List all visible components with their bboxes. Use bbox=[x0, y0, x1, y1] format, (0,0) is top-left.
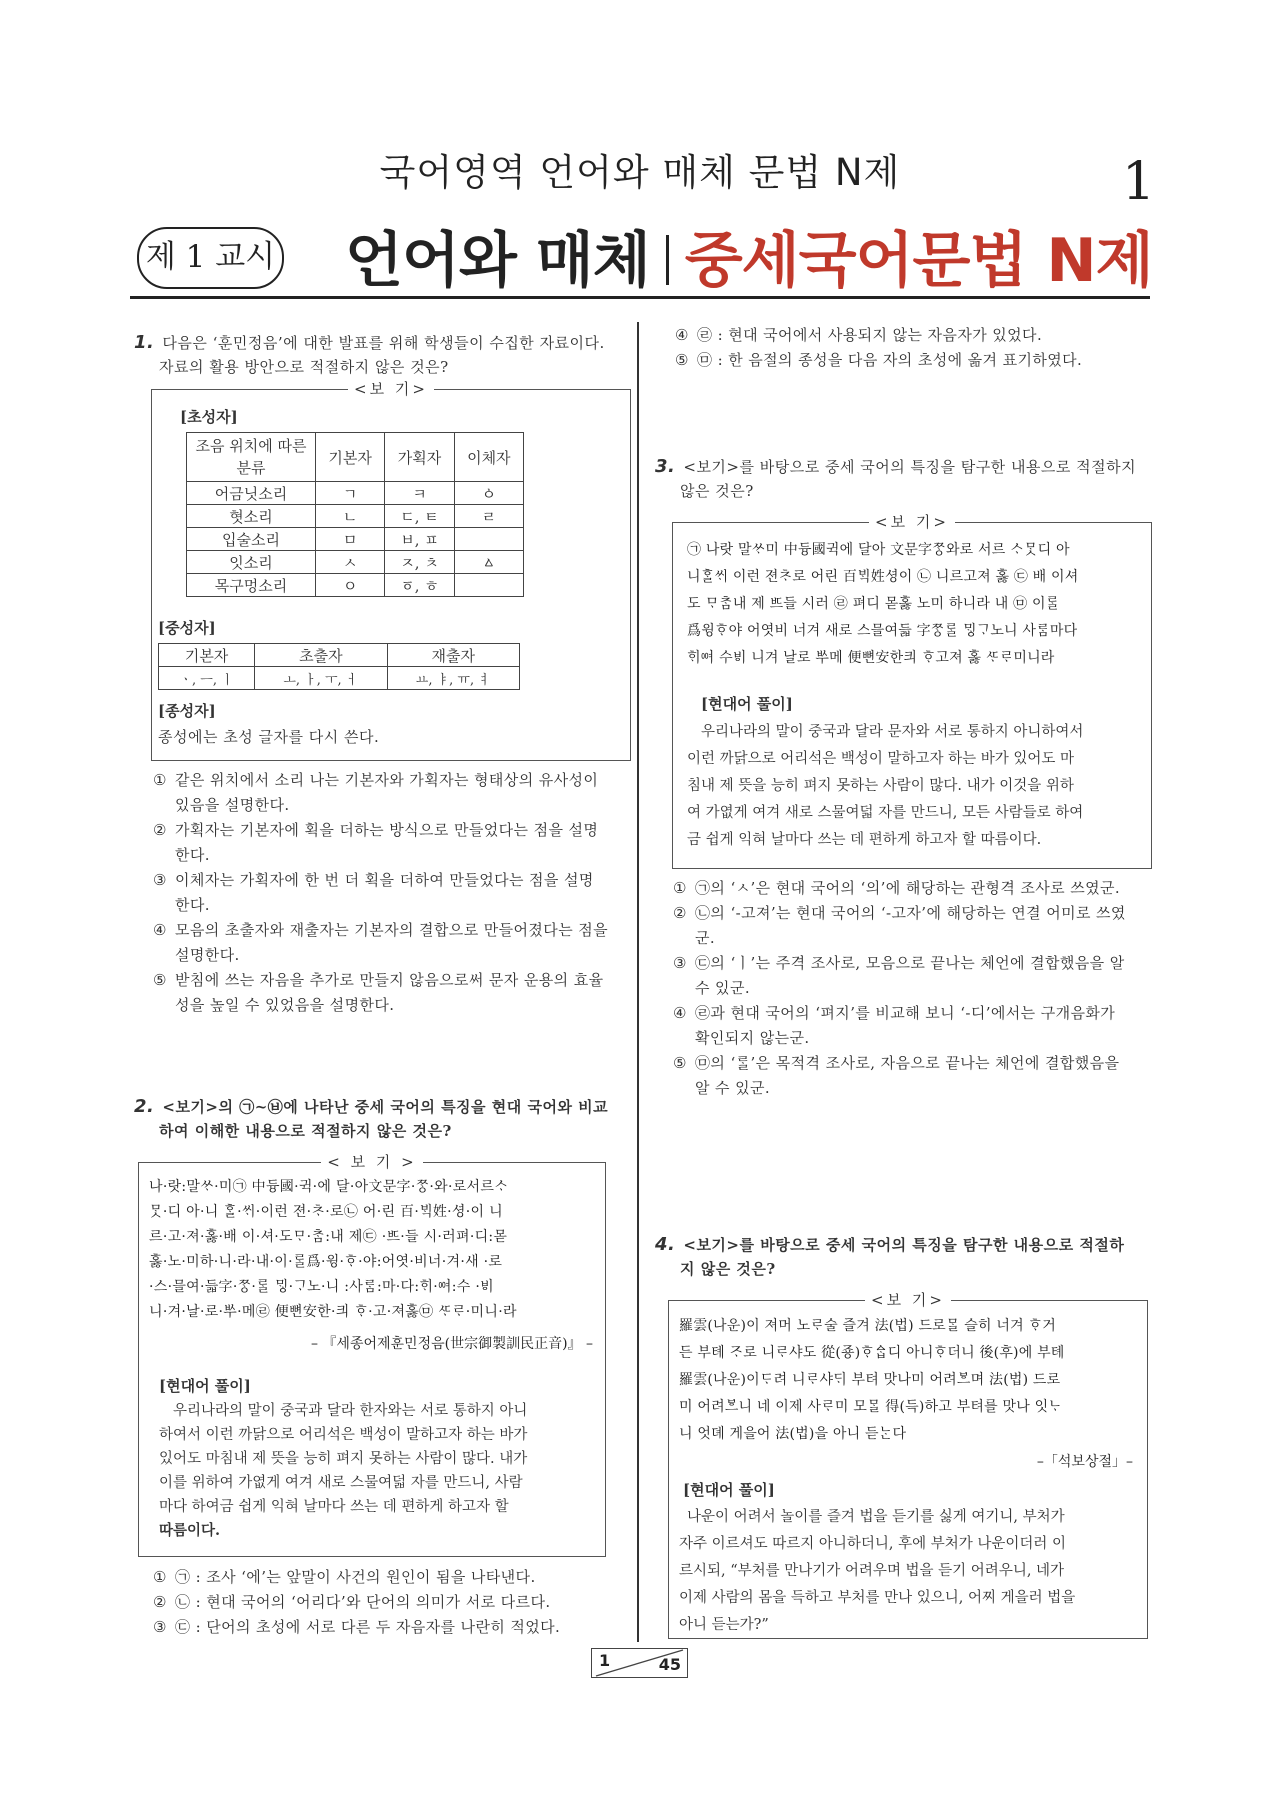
old-text-line: 미 어려ᄫᅳ니 네 이제 사ᄅᆞ미 모ᄆᆞᆯ 得(득)하고 부텨를 맛나 잇ᄂᆞ bbox=[679, 1399, 1063, 1415]
table-cell: ㄱ bbox=[316, 482, 385, 505]
option-number: ③ bbox=[153, 871, 167, 889]
q2-bogi-label: < 보 기 > bbox=[321, 1153, 422, 1171]
q4-modern-heading: [현대어 풀이] bbox=[683, 1481, 775, 1499]
old-text-line: 爲윙ᄒᆞ야 어엿비 너겨 새로 스믈여듧 字ᄍᆞᆼᄅᆞᆯ ᄆᆡᇰᄀᆞ노니 사ᄅᆞᆷ마다 bbox=[687, 623, 1078, 639]
q4-source: –「석보상절」– bbox=[1036, 1454, 1133, 1470]
table-cell: 재출자 bbox=[387, 644, 519, 667]
option-number: ⑤ bbox=[153, 971, 167, 989]
option-text: ㉠의 ‘ㅅ’은 현대 국어의 ‘의’에 해당하는 관형격 조사로 쓰였군. bbox=[695, 879, 1121, 897]
old-text-line: ᄒᆡᅇᅧ 수ᄫᅵ 니겨 날로 ᄡᅮ메 便뼌安한킈 ᄒᆞ고져 홇 ᄯᆞᄅᆞ미니라 bbox=[687, 650, 1055, 666]
q1-initial-header: 가획자 bbox=[385, 433, 454, 482]
q2-old-text bbox=[149, 1175, 599, 1325]
header-rule bbox=[130, 296, 1150, 299]
table-cell: ㅅ bbox=[316, 551, 385, 574]
q1-initial-header: 기본자 bbox=[316, 433, 385, 482]
table-cell: ㅈ, ㅊ bbox=[385, 551, 454, 574]
q2-bogi-box bbox=[138, 1153, 606, 1557]
table-cell: ㆍ, ㅡ, ㅣ bbox=[159, 667, 255, 690]
modern-text-line: 아니 듣는가?” bbox=[679, 1617, 769, 1633]
table-cell: ㄴ bbox=[316, 505, 385, 528]
q1-initial-header: 이체자 bbox=[454, 433, 523, 482]
option-number: ③ bbox=[673, 954, 687, 972]
table-cell: ㄹ bbox=[454, 505, 523, 528]
q1-medial-heading: [중성자] bbox=[158, 619, 216, 637]
q3-number: 3. bbox=[655, 456, 676, 477]
option-number: ④ bbox=[675, 326, 689, 344]
old-text-line: 든 부톄 ᄌᆞ로 니ᄅᆞ샤도 從(죵)ᄒᆞᅀᆞᆸ디 아니ᄒᆞ더니 後(후)에 부톄 bbox=[679, 1345, 1065, 1361]
option-text: ㉤의 ‘ᄅᆞᆯ’은 목적격 조사로, 자음으로 끝나는 체언에 결합했음을 bbox=[695, 1054, 1120, 1072]
q2-stem bbox=[134, 1095, 634, 1143]
option-number: ② bbox=[153, 1593, 167, 1611]
option-text: 알 수 있군. bbox=[695, 1079, 771, 1097]
q4-bogi-box bbox=[668, 1291, 1148, 1639]
session-badge: 제 1 교시 bbox=[137, 227, 284, 289]
option-text: 한다. bbox=[175, 846, 210, 864]
modern-text-line: 하여서 이런 까닭으로 어리석은 백성이 말하고자 하는 바가 bbox=[159, 1427, 528, 1443]
modern-text-line: 자주 이르셔도 따르지 아니하더니, 후에 부처가 나운이더러 이 bbox=[679, 1536, 1067, 1552]
q3-modern-text bbox=[687, 719, 1143, 854]
q3-stem bbox=[655, 455, 1155, 503]
modern-text-line: 여 가엾게 여겨 새로 스물여덟 자를 만드니, 모든 사람들로 하여 bbox=[687, 805, 1084, 821]
table-cell: ㅗ, ㅏ, ㅜ, ㅓ bbox=[255, 667, 387, 690]
option-number: ② bbox=[153, 821, 167, 839]
q1-option-3[interactable] bbox=[153, 868, 635, 918]
option-text: ㉤ : 한 음절의 종성을 다음 자의 초성에 옮겨 표기하였다. bbox=[697, 351, 1083, 369]
table-cell bbox=[454, 574, 523, 597]
option-text: 수 있군. bbox=[695, 979, 751, 997]
q1-bogi-label: <보 기> bbox=[348, 380, 434, 398]
modern-text-line: 금 쉽게 익혀 날마다 쓰는 데 편하게 하고자 할 따름이다. bbox=[687, 832, 1042, 848]
modern-text-line: 따름이다. bbox=[159, 1522, 221, 1539]
modern-text-line: 이제 사람의 몸을 득하고 부처를 만나 있으니, 어찌 게을러 법을 bbox=[679, 1590, 1076, 1606]
modern-text-line: 있어도 마침내 제 뜻을 능히 펴지 못하는 사람이 많다. 내가 bbox=[159, 1451, 528, 1467]
table-cell: ㅿ bbox=[454, 551, 523, 574]
q2-options-right bbox=[675, 323, 1155, 373]
q1-option-1[interactable] bbox=[153, 768, 635, 818]
option-text: 받침에 쓰는 자음을 추가로 만들지 않음으로써 문자 운용의 효율 bbox=[175, 971, 604, 989]
modern-text-line: 침내 제 뜻을 능히 펴지 못하는 사람이 많다. 내가 이것을 위하 bbox=[687, 778, 1074, 794]
option-text: ㉢ : 단어의 초성에 서로 다른 두 자음자를 나란히 적었다. bbox=[175, 1618, 561, 1636]
option-text: 군. bbox=[695, 929, 716, 947]
old-text-line: 홇·노·미하·니·라·내·이·ᄅᆞᆯ爲·윙·ᄒᆞ·야:어엿·비너·겨·새 ·로 bbox=[149, 1254, 503, 1270]
option-text: ㉡ : 현대 국어의 ‘어리다’와 단어의 의미가 서로 다르다. bbox=[175, 1593, 551, 1611]
table-cell: 목구멍소리 bbox=[187, 574, 316, 597]
option-number: ① bbox=[673, 879, 687, 897]
q1-option-5[interactable] bbox=[153, 968, 635, 1018]
table-cell: ㅇ bbox=[316, 574, 385, 597]
modern-text-line: 르시되, “부처를 만나기가 어려우며 법을 듣기 어려우니, 네가 bbox=[679, 1563, 1065, 1579]
option-number: ⑤ bbox=[675, 351, 689, 369]
old-text-line: 니ᄒᆞᆯᄊᆡ 이런 젼ᄎᆞ로 어린 百ᄇᆡᆨ姓셩이 ㉡ 니르고져 홇 ㉢ 배 이셔 bbox=[687, 569, 1079, 585]
main-title-left: 언어와 매체 bbox=[345, 226, 650, 296]
q1-stem-line1: 다음은 ‘훈민정음’에 대한 발표를 위해 학생들이 수집한 자료이다. bbox=[162, 334, 605, 352]
table-cell: 기본자 bbox=[159, 644, 255, 667]
q4-bogi-label: <보 기> bbox=[865, 1291, 951, 1309]
old-text-line: 르·고·져·홇·배 이·셔·도ᄆᆞ·ᄎᆞᆷ:내 제㉢ ·ᄠᅳ·들 시·러펴·디:몯 bbox=[149, 1229, 508, 1245]
q1-initial-heading: [초성자] bbox=[180, 408, 238, 426]
q2-source: – 『세종어제훈민정음(世宗御製訓民正音)』 – bbox=[310, 1336, 593, 1352]
q1-final-heading: [종성자] bbox=[158, 702, 216, 720]
q3-option-3[interactable] bbox=[673, 951, 1155, 1001]
option-number: ① bbox=[153, 1568, 167, 1586]
q3-bogi-box bbox=[672, 513, 1152, 869]
option-text: 가획자는 기본자에 획을 더하는 방식으로 만들었다는 점을 설명 bbox=[175, 821, 599, 839]
page-footer bbox=[591, 1648, 688, 1678]
q1-initial-header: 조음 위치에 따른 분류 bbox=[187, 433, 316, 482]
option-text: 확인되지 않는군. bbox=[695, 1029, 810, 1047]
q2-stem-line2: 하여 이해한 내용으로 적절하지 않은 것은? bbox=[159, 1122, 452, 1140]
table-cell: ㄷ, ㅌ bbox=[385, 505, 454, 528]
q3-options bbox=[673, 876, 1155, 1101]
option-number: ④ bbox=[673, 1004, 687, 1022]
q4-stem-line2: 지 않은 것은? bbox=[680, 1260, 776, 1278]
option-text: ㉢의 ‘ㅣ’는 주격 조사로, 모음으로 끝나는 체언에 결합했음을 알 bbox=[695, 954, 1125, 972]
old-text-line: 니·겨·날·로·ᄡᅮ·메㉣ 便뼌安한·킈 ᄒᆞ·고·져홇㉤ ᄯᆞᄅᆞ·미니·라 bbox=[149, 1304, 517, 1320]
table-cell: 입술소리 bbox=[187, 528, 316, 551]
modern-text-line: 나운이 어려서 놀이를 즐겨 법을 듣기를 싫게 여기니, 부처가 bbox=[687, 1509, 1065, 1525]
column-divider bbox=[637, 322, 639, 1642]
q3-bogi-label: <보 기> bbox=[869, 513, 955, 531]
option-text: 있음을 설명한다. bbox=[175, 796, 290, 814]
old-text-line: 羅雲(나운)이 져머 노ᄅᆞ술 즐겨 法(법) 드로ᄆᆞᆯ 슬히 너겨 ᄒᆞ거 bbox=[679, 1318, 1056, 1334]
main-title-right: 중세국어문법 N제 bbox=[684, 226, 1153, 296]
q3-stem-line1: <보기>를 바탕으로 중세 국어의 특징을 탐구한 내용으로 적절하지 bbox=[683, 458, 1137, 476]
q3-option-5[interactable] bbox=[673, 1051, 1155, 1101]
old-text-line: ᄆᆞᆺ·디 아·니 ᄒᆞᆯ·ᄊᆡ·이런 젼·ᄎᆞ·로㉡ 어·린 百·ᄇᆡᆨ姓·셩·이 니 bbox=[149, 1204, 503, 1220]
q3-modern-heading: [현대어 풀이] bbox=[701, 695, 793, 713]
table-cell: ㆆ, ㅎ bbox=[385, 574, 454, 597]
old-text-line: 도 ᄆᆞᄎᆞᆷ내 제 ᄠᅳ들 시러 ㉣ 펴디 몯홇 노미 하니라 내 ㉤ 이ᄅᆞᆯ bbox=[687, 596, 1060, 612]
option-text: ㉡의 ‘-고져’는 현대 국어의 ‘-고자’에 해당하는 연결 어미로 쓰였 bbox=[695, 904, 1126, 922]
q1-stem-line2: 자료의 활용 방안으로 적절하지 않은 것은? bbox=[159, 358, 449, 376]
option-text: 모음의 초출자와 재출자는 기본자의 결합으로 만들어졌다는 점을 bbox=[175, 921, 609, 939]
option-text: 같은 위치에서 소리 나는 기본자와 가획자는 형태상의 유사성이 bbox=[175, 771, 599, 789]
q1-initial-table bbox=[186, 432, 524, 597]
q1-final-text: 종성에는 초성 글자를 다시 쓴다. bbox=[158, 728, 380, 746]
q1-stem bbox=[134, 331, 634, 379]
option-number: ① bbox=[153, 771, 167, 789]
option-text: ㉣과 현대 국어의 ‘펴지’를 비교해 보니 ‘-디’에서는 구개음화가 bbox=[695, 1004, 1116, 1022]
old-text-line: 니 엇뎨 게을어 法(법)을 아니 듣ᄂᆞᆫ다 bbox=[679, 1426, 907, 1442]
q2-stem-line1: <보기>의 ㉠~㉥에 나타난 중세 국어의 특징을 현대 국어와 비교 bbox=[162, 1098, 609, 1116]
q2-number: 2. bbox=[134, 1096, 155, 1117]
old-text-line: ㉠ 나랏 말ᄊᆞ미 中듕國귁에 달아 文문字ᄍᆞᆼ와로 서르 ᄉᆞᄆᆞᆺ디 아 bbox=[687, 542, 1070, 558]
q2-option-2[interactable] bbox=[153, 1590, 633, 1615]
q4-old-text bbox=[679, 1313, 1139, 1448]
modern-text-line: 우리나라의 말이 중국과 달라 문자와 서로 통하지 아니하여서 bbox=[701, 724, 1084, 740]
q3-stem-line2: 않은 것은? bbox=[680, 482, 754, 500]
header-title: 국어영역 언어와 매체 문법 N제 bbox=[379, 151, 901, 194]
footer-page: 1 bbox=[599, 1651, 611, 1670]
q3-old-text bbox=[687, 537, 1143, 672]
table-cell: 초출자 bbox=[255, 644, 387, 667]
option-text: 이체자는 가획자에 한 번 더 획을 더하여 만들었다는 점을 설명 bbox=[175, 871, 594, 889]
table-cell: ㅁ bbox=[316, 528, 385, 551]
option-text: ㉣ : 현대 국어에서 사용되지 않는 자음자가 있었다. bbox=[697, 326, 1043, 344]
table-cell: ㅂ, ㅍ bbox=[385, 528, 454, 551]
option-number: ② bbox=[673, 904, 687, 922]
main-title bbox=[345, 213, 1153, 299]
option-number: ⑤ bbox=[673, 1054, 687, 1072]
old-text-line: 나·랏:말ᄊᆞ·미㉠ 中듕國·귁·에 달·아文문字·ᄍᆞᆼ·와·로서르ᄉᆞ bbox=[149, 1179, 509, 1195]
q4-number: 4. bbox=[655, 1234, 676, 1255]
modern-text-line: 우리나라의 말이 중국과 달라 한자와는 서로 통하지 아니 bbox=[173, 1403, 528, 1419]
page-number: 1 bbox=[1122, 152, 1156, 212]
table-cell: ㅋ bbox=[385, 482, 454, 505]
q4-modern-text bbox=[679, 1504, 1139, 1639]
q2-option-5[interactable] bbox=[675, 348, 1155, 373]
q3-option-4[interactable] bbox=[673, 1001, 1155, 1051]
option-text: 설명한다. bbox=[175, 946, 240, 964]
table-cell bbox=[454, 528, 523, 551]
modern-text-line: 이를 위하여 가엾게 여겨 새로 스물여덟 자를 만드니, 사람 bbox=[159, 1475, 523, 1491]
q2-option-4[interactable] bbox=[675, 323, 1155, 348]
option-text: ㉠ : 조사 ‘에’는 앞말이 사건의 원인이 됨을 나타낸다. bbox=[175, 1568, 536, 1586]
table-cell: ㅛ, ㅑ, ㅠ, ㅕ bbox=[387, 667, 519, 690]
q1-option-4[interactable] bbox=[153, 918, 635, 968]
table-cell: 잇소리 bbox=[187, 551, 316, 574]
q1-medial-table bbox=[158, 643, 520, 690]
footer-total: 45 bbox=[658, 1655, 681, 1674]
q2-modern-text bbox=[159, 1399, 599, 1543]
option-text: 한다. bbox=[175, 896, 210, 914]
q3-option-2[interactable] bbox=[673, 901, 1155, 951]
option-number: ④ bbox=[153, 921, 167, 939]
q2-option-3[interactable] bbox=[153, 1615, 633, 1640]
title-separator bbox=[666, 235, 669, 285]
old-text-line: 羅雲(나운)이ᄃᆞ려 니ᄅᆞ샤ᄃᆡ 부텨 맛나미 어려ᄫᅳ며 法(법) 드로 bbox=[679, 1372, 1061, 1388]
modern-text-line: 이런 까닭으로 어리석은 백성이 말하고자 하는 바가 있어도 마 bbox=[687, 751, 1075, 767]
q3-option-1[interactable] bbox=[673, 876, 1155, 901]
option-number: ③ bbox=[153, 1618, 167, 1636]
q2-modern-heading: [현대어 풀이] bbox=[159, 1377, 251, 1395]
q1-bogi-box bbox=[151, 380, 631, 761]
q4-stem bbox=[655, 1233, 1155, 1281]
modern-text-line: 마다 하여금 쉽게 익혀 날마다 쓰는 데 편하게 하고자 할 bbox=[159, 1499, 509, 1515]
q1-option-2[interactable] bbox=[153, 818, 635, 868]
table-cell: ㆁ bbox=[454, 482, 523, 505]
q4-stem-line1: <보기>를 바탕으로 중세 국어의 특징을 탐구한 내용으로 적절하 bbox=[683, 1236, 1125, 1254]
table-cell: 혓소리 bbox=[187, 505, 316, 528]
q1-options bbox=[153, 768, 635, 1018]
table-cell: 어금닛소리 bbox=[187, 482, 316, 505]
q2-option-1[interactable] bbox=[153, 1565, 633, 1590]
old-text-line: ·스·믈여·듧字·ᄍᆞᆼ·ᄅᆞᆯ ᄆᆡᇰ·ᄀᆞ노·니 :사ᄅᆞᆷ:마·다:ᄒᆡ·ᅇᅧ:수 ·ᄫᅵ bbox=[149, 1279, 494, 1295]
q2-options-left bbox=[153, 1565, 633, 1640]
q1-number: 1. bbox=[134, 332, 155, 353]
option-text: 성을 높일 수 있었음을 설명한다. bbox=[175, 996, 395, 1014]
